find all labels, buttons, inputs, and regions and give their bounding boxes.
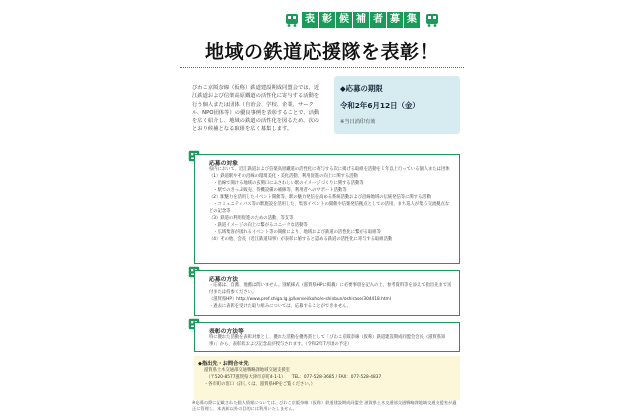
section-application [194,270,460,316]
title-divider [180,67,464,68]
deadline-note: ※当日消印有効 [340,119,376,125]
band-char: 募 [387,12,403,28]
band-char: 表 [302,12,318,28]
band-char: 候 [336,12,352,28]
section-body: 特に優れた活動を表彰対象とし、優れた活動を優秀賞として「びわこ京阪奈線（仮称）鉄道建設期成同盟会会長（滋賀県知事）」から、表彰状および記念品が授与されます。（令和2年7月頃の予定） [209,335,446,347]
page-title: 地域の鉄道応援隊を表彰！ [204,41,439,63]
section-title: 応募の方法 [209,277,238,283]
band-char: 補 [353,12,369,28]
band-char: 集 [404,12,420,28]
privacy-note: ※応募の際に記載された個人情報については、びわこ京阪奈線（仮称）鉄道建設期成同盟会 滋賀県土木交通部交通戦略課地域交通支援室が適正に管理し、本表彰以外の目的には利用いたしません。 [192,400,457,412]
band-char: 彰 [319,12,335,28]
section-title: 応募の対象 [209,161,238,167]
band-char: 者 [370,12,386,28]
section-body: 県内において、近江鉄道および信楽高原鐵道の活性化に寄与する次に掲げる取組を活動を１年以上行っている個人または団体 （1）鉄道駅やその沿線の環境美化・美化活動、利用促進の向上に関する活動 ・沿線で開ける地域の玄関口にふさわしい駅のイメージづくりに関する活動等 ・駅でのきっぷ販売、待機設備の補修等、利用者へのサポート活動等 （2）駅魅力を活用したイベント開催等、駅の魅力発信を高める系統活動および沿線地域の伝統発信等に関する活動 ・コミュニティバス等の駅施設を活用した、集客イベントの開催や信楽発信拠点としての活用、まち巡人が集う交流拠点などの記念等 （3）鉄道の利用促進のための活動、等支等 ・鉄道イメージの向上に繋がるユニークな活動等 ・広域集客が図れるイベント等の開催により、地域および鉄道の活性化に繋がる取組等 （4）その他、会長（近江鉄道知事）が表彰に値すると認める鉄道の活性化に寄与する取組活動 [209,167,450,242]
train-icon [424,12,440,28]
intro-text: びわこ京阪奈線（仮称）鉄道建設期成同盟会では、近江鉄道および信楽高原鐵道の活性化に寄与する活動を行う個人または団体（自治会、学校、企業、サークル、NPO団体等）の優良事例を表彰することで、活動を広く紹介し、地域の鉄道の活性化を図るため、次のとおり候補となる取組を広く募集します。 [192,85,320,133]
deadline-date: 令和2年6月12日（金） [340,101,420,110]
section-eligibility [194,154,460,264]
contact-body: 滋賀県土木交通部交通戦略課地域交通支援室 （〒520-8577滋賀県大津市京町4-1-1） TEL：077-528-3685 / FAX：077-528-4837 ・各市町の窓口（詳しくは、滋賀県HPをご覧ください。） [204,368,382,387]
deadline-heading: ◆応募の期限 [340,84,383,93]
contact-box [194,356,460,400]
flyer-page [172,4,472,416]
train-icon [284,12,300,28]
deadline-box [334,76,460,134]
section-award [194,322,460,352]
contact-heading: ◆指出先・お問合せ先 [198,361,249,367]
section-title: 表彰の方法等 [209,329,244,335]
section-body: ・応募は、自薦、他薦は問いません。別紙様式（滋賀県HPに掲載）に必要事項を記入の上、参考資料等を添えて指出先まで送付または持参ください。 （滋賀県HP）http://www.pref.shiga.lg.jp/kensei/koho/e-shinbun/oshirase/304418.html ・過去に表彰を受けた取り組みについては、応募することができません。 [209,283,452,309]
header-band [172,12,472,28]
